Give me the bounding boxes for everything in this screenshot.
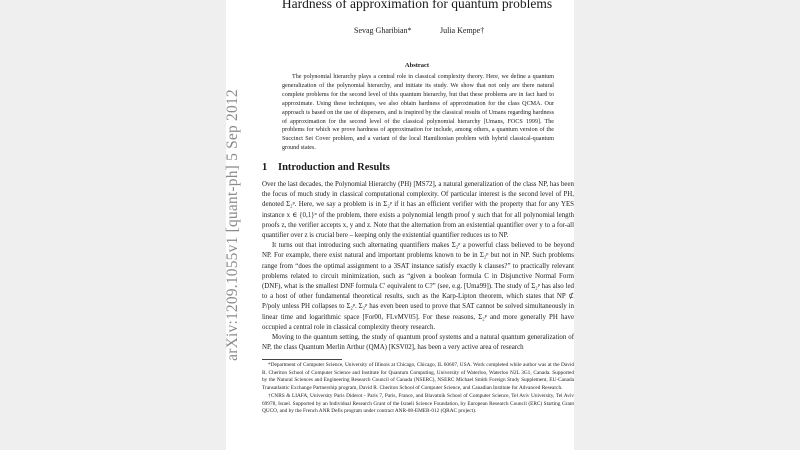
section-title: Introduction and Results (278, 162, 390, 173)
paragraph-1: Over the last decades, the Polynomial Hierarchy (PH) [MS72], a natural generalization of the class NP, has been the focus of much study in classical computational complexity. Of particular interest is the second level of PH, denoted Σ₂ᵖ. Here, we say a problem is in Σ₂ᵖ if it has an efficient verifier with the property that for any YES instance x ∈ {0,1}ⁿ of the problem, there exists a polynomial length proof y such that for all polynomial length proofs z, the verifier accepts x, y and z. Note that the alternation from an existential quantifier over y to a for-all quantifier over z is crucial here – keeping only the existential quantifier reduces us to NP. (262, 181, 574, 240)
arxiv-margin-stamp (218, 89, 248, 361)
footnote-1: *Department of Computer Science, University of Illinois at Chicago, Chicago, IL 60607, USA. Work completed while author was at the David R. Cheriton School of Computer Science and Institute for Quantum Computing, University of Waterloo, Waterloo N2L 3G1, Canada. Supported by the Natural Sciences and Engineering Research Council of Canada (NSERC), NSERC Michael Smith Foreign Study Supplement, EU-Canada Transatlantic Exchange Partnership program, David R. Cheriton School of Computer Science, and Canadian Institute for Advanced Research. (262, 362, 574, 392)
arxiv-identifier: arXiv:1209.1055v1 [quant-ph] 5 Sep 2012 (224, 89, 241, 361)
author-gharibian: Sevag Gharibian* (354, 26, 412, 35)
section-heading (262, 162, 572, 173)
author-kempe: Julia Kempe† (440, 26, 485, 35)
abstract-heading: Abstract (404, 62, 430, 69)
viewer-background-left (0, 0, 226, 450)
footnote-2: †CNRS & LIAFA, University Paris Diderot - Paris 7, Paris, France, and Blavatnik School of Computer Science, Tel Aviv University, Tel Aviv 69978, Israel. Supported by an Individual Research Grant of the Israeli Science Foundation, by European Research Council (ERC) Starting Grant QUCO, and by the French ANR Defis program under contract ANR-08-EMER-012 (QRAC project). (262, 392, 574, 415)
paragraph-3: Moving to the quantum setting, the study of quantum proof systems and a natural quantum generalization of NP, the class Quantum Merlin Arthur (QMA) [KSV02], has been a very active area of research (262, 334, 574, 352)
footnote-divider (262, 359, 342, 360)
viewer-background-right (574, 0, 800, 450)
section-number: 1 (262, 162, 268, 173)
body-text (262, 180, 574, 353)
footnotes (262, 362, 574, 416)
paper-title: Hardness of approximation for quantum problems (281, 0, 553, 11)
abstract-text: The polynomial hierarchy plays a central role in classical complexity theory. Here, we define a quantum generalization of the polynomial hierarchy, and initiate its study. We show that not only are there natural complete problems for the second level of this quantum hierarchy, but that these problems are in fact hard to approximate. Using these techniques, we also obtain hardness of approximation for the class QCMA. Our approach is based on the use of dispersers, and is inspired by the classical results of Umans regarding hardness of approximation for the second level of the classical polynomial hierarchy [Umans, FOCS 1999]. The problems for which we prove hardness of approximation for include, among others, a quantum version of the Succinct Set Cover problem, and a variant of the local Hamiltonian problem with hybrid classical-quantum ground states. (282, 74, 554, 152)
paragraph-2: It turns out that introducing such alternating quantifiers makes Σ₂ᵖ a powerful class believed to be beyond NP. For example, there exist natural and important problems known to be in Σ₂ᵖ but not in NP. Such problems range from “does the optimal assignment to a 3SAT instance satisfy exactly k clauses?” to practically relevant problems related to circuit minimization, such as “given a boolean formula C in Disjunctive Normal Form (DNF), what is the smallest DNF formula C′ equivalent to C?” (see, e.g. [Uma99]). The study of Σ₂ᵖ has also led to a host of other fundamental theoretical results, such as the Karp-Lipton theorem, which states that NP ⊄ P/poly unless PH collapses to Σ₂ᵖ. Σ₂ᵖ has even been used to prove that SAT cannot be solved simultaneously in linear time and logarithmic space [For00, FLvMV05]. For these reasons, Σ₂ᵖ and more generally PH have occupied a central role in classical complexity theory research. (262, 242, 574, 331)
